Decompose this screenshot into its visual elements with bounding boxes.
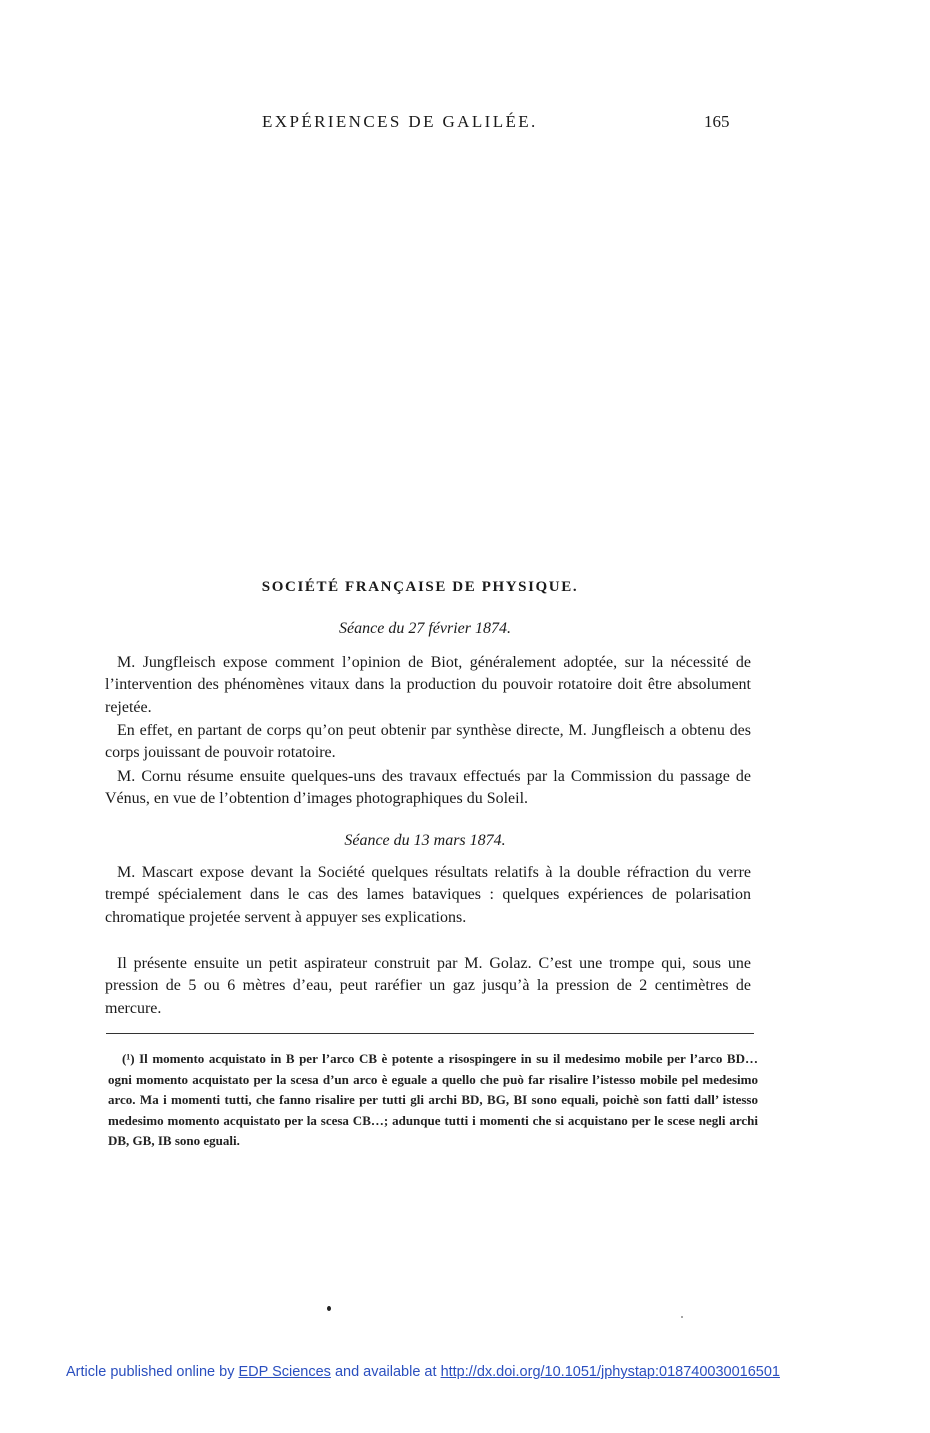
seance-heading-2: Séance du 13 mars 1874.	[344, 832, 506, 849]
doi-link[interactable]: http://dx.doi.org/10.1051/jphystap:018740030016501	[440, 1364, 780, 1380]
paragraph-1: M. Jungfleisch expose comment l’opinion de Biot, généralement adoptée, sur la nécessité de l’intervention des phénomènes vitaux dans la production du pouvoir rotatoire doit être absolument rejetée.	[105, 654, 751, 716]
ink-speck-mark	[327, 1306, 331, 1311]
paragraph-3: M. Cornu résume ensuite quelques-uns des travaux effectués par la Commission du passage de Vénus, en vue de l’obtention d’images photographiques du Soleil.	[105, 768, 751, 808]
running-title: EXPÉRIENCES DE GALILÉE.	[262, 112, 538, 131]
publisher-note	[66, 1364, 780, 1380]
page-number: 165	[704, 112, 730, 131]
publisher-note-middle: and available at	[330, 1364, 441, 1380]
footnote: (¹) Il momento acquistato in B per l’arco CB è potente a risospingere in su il medesimo mobile per l’arco BD… ogni momento acquistato per la scesa d’un arco è eguale a quello che può far risalire l’istesso mobile pel medesimo arco. Ma i momenti tutti, che fanno risalire per tutti gli archi BD, BG, BI sono equali, poichè son fatti dall’ istesso medesimo momento acquistato per la scesa CB…; adunque tutti i momenti che si acquistano per le scese negli archi DB, GB, IB sono eguali.	[108, 1051, 758, 1148]
running-head	[0, 112, 930, 136]
paragraph-2: En effet, en partant de corps qu’on peut obtenir par synthèse directe, M. Jungfleisch a obtenu des corps jouissant de pouvoir rotatoire.	[105, 722, 751, 762]
seance-heading-1: Séance du 27 février 1874.	[339, 620, 511, 637]
section-title: SOCIÉTÉ FRANÇAISE DE PHYSIQUE.	[261, 579, 579, 595]
publisher-link[interactable]: EDP Sciences	[238, 1364, 331, 1380]
paragraph-4: M. Mascart expose devant la Société quelques résultats relatifs à la double réfraction du verre trempé spécialement dans le cas des lames bataviques : quelques expériences de polarisation chromatique projetée servent à appuyer ses explications.	[105, 864, 751, 926]
footnote-divider	[106, 1033, 754, 1034]
ink-speck-mark	[681, 1316, 683, 1318]
publisher-note-prefix: Article published online by	[66, 1364, 239, 1380]
paragraph-5: Il présente ensuite un petit aspirateur construit par M. Golaz. C’est une trompe qui, sous une pression de 5 ou 6 mètres d’eau, peut raréfier un gaz jusqu’à la pression de 2 centimètres de mercure.	[105, 955, 751, 1017]
